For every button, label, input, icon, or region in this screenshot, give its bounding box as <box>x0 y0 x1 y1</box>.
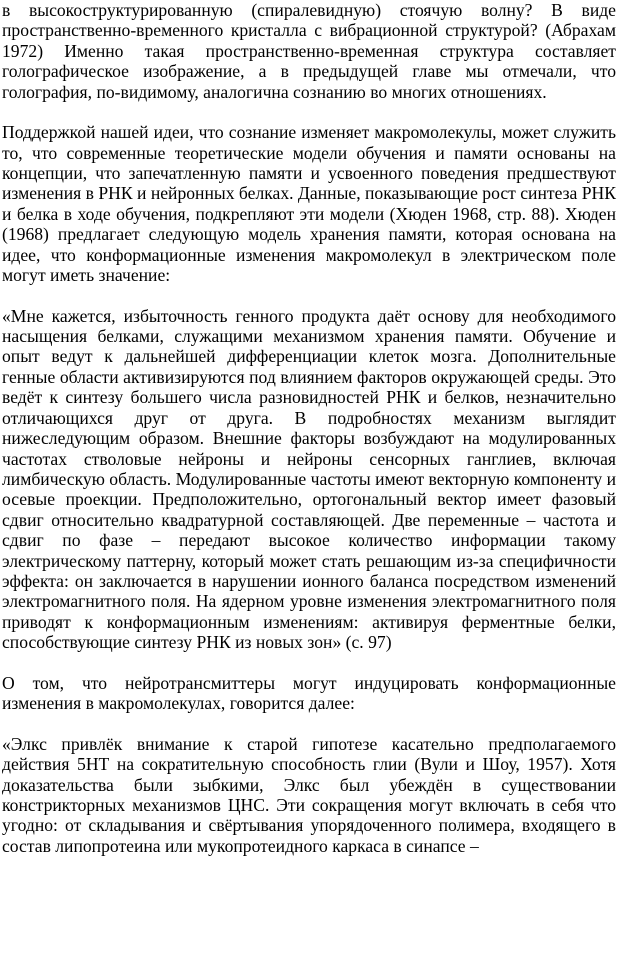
paragraph-memory-models: Поддержкой нашей идеи, что сознание изменяет макромолекулы, может служить то, что современные теоретические модели обучения и памяти основаны на концепции, что запечатленную памяти и усвоенного поведения предшествуют изменения в РНК и нейронных белках. Данные, показывающие рост синтеза РНК и белка в ходе обучения, подкрепляют эти модели (Хюден 1968, стр. 88). Хюден (1968) предлагает следующую модель хранения памяти, которая основана на идее, что конформационные изменения макромолекул в электрическом поле могут иметь значение: <box>2 122 616 286</box>
paragraph-hyden-quote: «Мне кажется, избыточность генного продукта даёт основу для необходимого насыщения белками, служащими механизмом хранения памяти. Обучение и опыт ведут к дальнейшей дифференциации клеток мозга. Дополнительные генные области активизируются под влиянием факторов окружающей среды. Это ведёт к синтезу большего числа разновидностей РНК и белков, незначительно отличающихся друг от друга. В подробностях механизм выглядит нижеследующим образом. Внешние факторы возбуждают на модулированных частотах стволовые нейроны и нейроны сенсорных ганглиев, включая лимбическую область. Модулированные частоты имеют векторную компоненту и осевые проекции. Предположительно, ортогональный вектор имеет фазовый сдвиг относительно квадратурной составляющей. Две переменные – частота и сдвиг по фазе – передают высокое количество информации такому электрическому паттерну, который может стать решающим из-за специфичности эффекта: он заключается в нарушении ионного баланса посредством изменений электромагнитного поля. На ядерном уровне изменения электромагнитного поля приводят к конформационным изменениям: активируя ферментные белки, способствующие синтезу РНК из новых зон» (с. 97) <box>2 305 616 653</box>
document-page <box>2 0 616 856</box>
paragraph-spatiotemporal-crystal: в высокоструктурированную (спиралевидную) стоячую волну? В виде пространственно-временного кристалла с вибрационной структурой? (Абрахам 1972) Именно такая пространственно-временная структура составляет голографическое изображение, а в предыдущей главе мы отмечали, что голография, по-видимому, аналогична сознанию во многих отношениях. <box>2 0 616 102</box>
paragraph-elkes-quote: «Элкс привлёк внимание к старой гипотезе касательно предполагаемого действия 5НТ на сократительную способность глии (Вули и Шоу, 1957). Хотя доказательства были зыбкими, Элкс был убеждён в существовании констрикторных механизмов ЦНС. Эти сокращения могут включать в себя что угодно: от складывания и свёртывания упорядоченного полимера, входящего в состав липопротеина или мукопротеидного каркаса в синапсе – <box>2 733 616 856</box>
paragraph-neurotransmitters: О том, что нейротрансмиттеры могут индуцировать конформационные изменения в макромолекулах, говорится далее: <box>2 672 616 714</box>
